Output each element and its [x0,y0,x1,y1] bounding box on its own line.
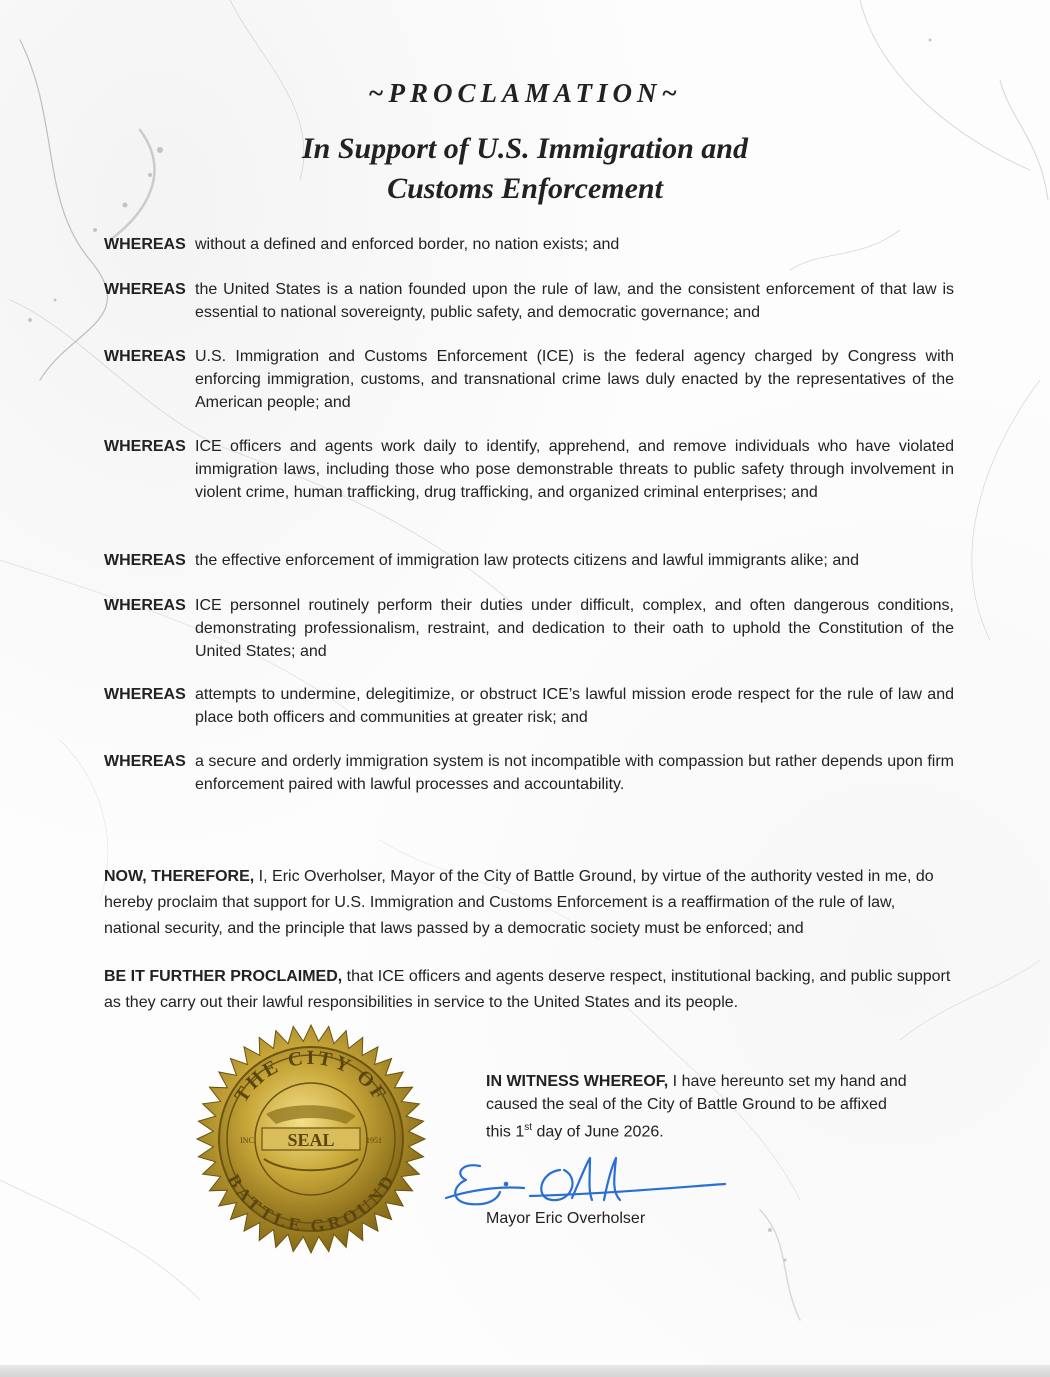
whereas-label: WHEREAS [104,438,186,455]
witness-text-1: I have hereunto set my hand and caused the seal of the City of Battle Ground to be affixed this 1 [486,1073,907,1141]
whereas-clause [104,345,954,414]
whereas-clause [104,233,954,256]
whereas-label: WHEREAS [104,686,186,703]
further-proclaimed-lead: BE IT FURTHER PROCLAIMED, [104,968,343,985]
whereas-label: WHEREAS [104,281,186,298]
seal-center-text: SEAL [287,1130,335,1150]
signer-name: Mayor Eric Overholser [486,1210,646,1227]
now-therefore-lead: NOW, THEREFORE, [104,868,255,885]
whereas-clause [104,594,954,663]
now-therefore-text: I, Eric Overholser, Mayor of the City of Battle Ground, by virtue of the authority vested in me, do hereby proclaim that support for U.S. Immigration and Customs Enforcement is a reaffirmation of the rule of law, national security, and the principle that laws passed by a democratic society must be enforced; and [104,868,934,937]
title-line-1: In Support of U.S. Immigration and [302,132,748,165]
city-seal [196,1024,426,1254]
whereas-label: WHEREAS [104,236,186,253]
whereas-text: ICE officers and agents work daily to identify, apprehend, and remove individuals who have violated immigration laws, including those who pose demonstrable threats to public safety through involvement in violent crime, human trafficking, drug trafficking, and organized criminal enterprises; and [195,438,954,501]
whereas-text: the effective enforcement of immigration law protects citizens and lawful immigrants alike; and [195,552,860,569]
seal-right-text: 1951 [366,1136,382,1145]
whereas-clause [104,683,954,729]
page-bottom-edge [0,1365,1050,1377]
whereas-label: WHEREAS [104,597,186,614]
whereas-label: WHEREAS [104,552,186,569]
seal-left-text: INC. [240,1136,256,1145]
witness-text-2: day of June 2026. [532,1123,664,1141]
witness-sup: st [524,1122,533,1133]
seal-bottom-text: BATTLE GROUND [223,1170,399,1237]
whereas-clause [104,549,954,572]
whereas-text: a secure and orderly immigration system is not incompatible with compassion but rather depends upon firm enforcement paired with lawful processes and accountability. [195,753,954,793]
proclamation-label: ~PROCLAMATION~ [368,78,682,108]
whereas-clause [104,435,954,504]
further-proclaimed-paragraph [104,964,954,1016]
whereas-clause [104,278,954,324]
seal-top-text: THE CITY OF [230,1046,392,1107]
whereas-label: WHEREAS [104,348,186,365]
witness-block [486,1070,916,1143]
whereas-text: attempts to undermine, delegitimize, or obstruct ICE’s lawful mission erode respect for the rule of law and place both officers and communities at greater risk; and [195,686,954,726]
whereas-text: without a defined and enforced border, no nation exists; and [195,236,620,253]
title-line-2: Customs Enforcement [387,172,663,205]
whereas-clause [104,750,954,796]
whereas-text: ICE personnel routinely perform their duties under difficult, complex, and often dangerous conditions, demonstrating professionalism, restraint, and dedication to their oath to uphold the Constitution of the United States; and [195,597,954,660]
now-therefore-paragraph [104,864,954,942]
witness-lead: IN WITNESS WHEREOF, [486,1073,669,1090]
whereas-text: the United States is a nation founded upon the rule of law, and the consistent enforcement of that law is essential to national sovereignty, public safety, and democratic governance; and [195,281,954,321]
whereas-text: U.S. Immigration and Customs Enforcement (ICE) is the federal agency charged by Congress with enforcing immigration, customs, and transnational crime laws duly enacted by the representatives of the American people; and [195,348,954,411]
further-proclaimed-text: that ICE officers and agents deserve respect, institutional backing, and public support as they carry out their lawful responsibilities in service to the United States and its people. [104,968,951,1011]
whereas-label: WHEREAS [104,753,186,770]
